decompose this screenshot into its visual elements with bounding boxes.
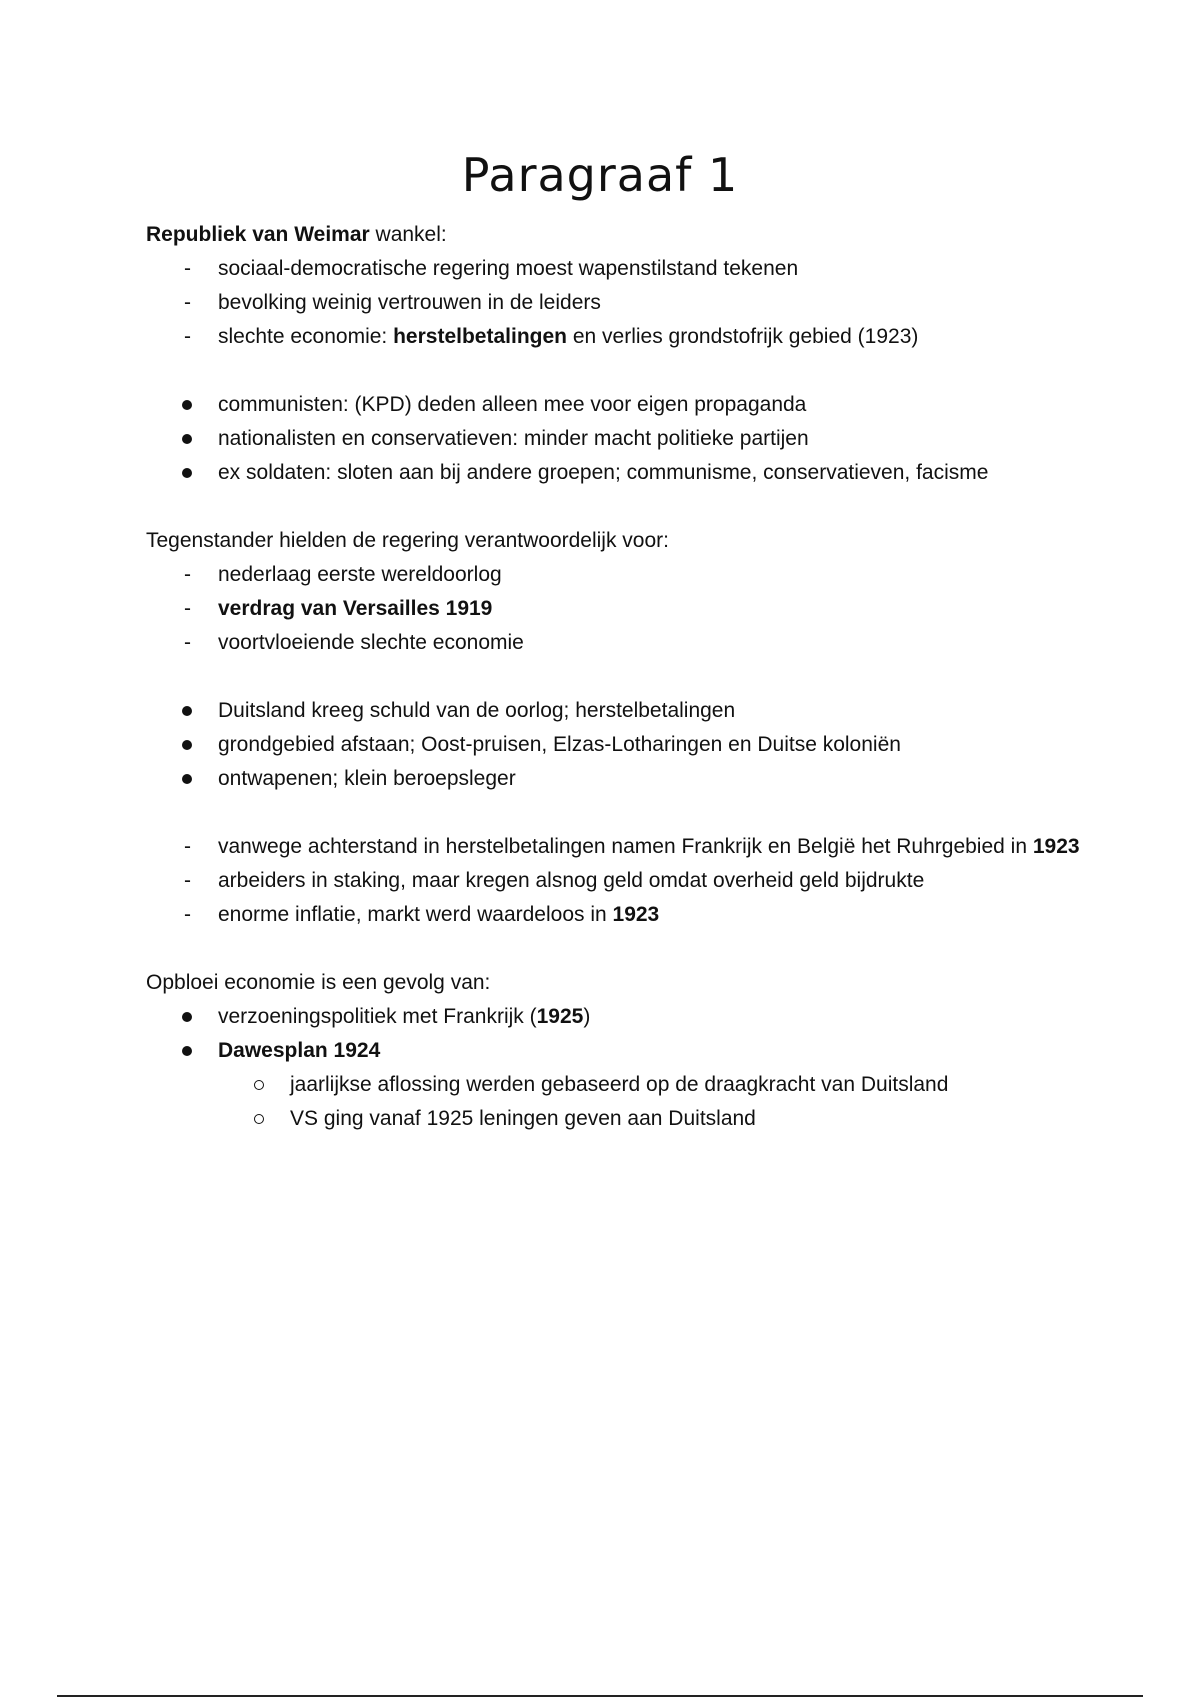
list-item-text: nederlaag eerste wereldoorlog bbox=[218, 563, 502, 586]
list-item bbox=[146, 626, 1086, 660]
list-item bbox=[146, 830, 1086, 864]
list-item bbox=[146, 864, 1086, 898]
spacer bbox=[146, 354, 1086, 388]
list-item-text: en verlies grondstofrijk gebied (1923) bbox=[567, 325, 919, 348]
document-body bbox=[146, 218, 1086, 1136]
list-item bbox=[146, 1034, 1086, 1068]
list-item bbox=[146, 320, 1086, 354]
page-title: Paragraaf 1 bbox=[461, 148, 739, 202]
section-intro-opbloei: Opbloei economie is een gevolg van: bbox=[146, 971, 491, 994]
list-item-text: nationalisten en conservatieven: minder macht politieke partijen bbox=[218, 427, 809, 450]
dash-marker: - bbox=[184, 903, 191, 926]
spacer bbox=[146, 796, 1086, 830]
list-item-text: bevolking weinig vertrouwen in de leiders bbox=[218, 291, 601, 314]
list-item-text: communisten: (KPD) deden alleen mee voor eigen propaganda bbox=[218, 393, 807, 416]
list-item bbox=[146, 592, 1086, 626]
list-item-text: grondgebied afstaan; Oost-pruisen, Elzas-Lotharingen en Duitse koloniën bbox=[218, 733, 901, 756]
dash-marker: - bbox=[184, 325, 191, 348]
list-item bbox=[146, 898, 1086, 932]
list-item-bold-text: 1923 bbox=[612, 903, 660, 926]
list-item bbox=[146, 286, 1086, 320]
list-item bbox=[146, 456, 1086, 490]
sub-list-item bbox=[146, 1068, 1086, 1102]
list-item-text: ontwapenen; klein beroepsleger bbox=[218, 767, 516, 790]
list-item-bold-text: verdrag van Versailles 1919 bbox=[218, 597, 493, 620]
spacer bbox=[146, 660, 1086, 694]
list-item-text: arbeiders in staking, maar kregen alsnog geld omdat overheid geld bijdrukte bbox=[218, 869, 925, 892]
page-bottom-divider bbox=[57, 1695, 1143, 1697]
list-item-text: ex soldaten: sloten aan bij andere groepen; communisme, conservatieven, facisme bbox=[218, 461, 989, 484]
list-item bbox=[146, 422, 1086, 456]
list-item bbox=[146, 252, 1086, 286]
list-item-bold-text: Dawesplan 1924 bbox=[218, 1039, 381, 1062]
list-item bbox=[146, 388, 1086, 422]
dash-marker: - bbox=[184, 869, 191, 892]
section-intro-tegenstander: Tegenstander hielden de regering verantwoordelijk voor: bbox=[146, 529, 669, 552]
list-item-text: jaarlijkse aflossing werden gebaseerd op de draagkracht van Duitsland bbox=[290, 1073, 949, 1096]
list-item-text: verzoeningspolitiek met Frankrijk ( bbox=[218, 1005, 537, 1028]
list-item bbox=[146, 694, 1086, 728]
intro-rest-text: wankel: bbox=[369, 223, 447, 246]
dash-marker: - bbox=[184, 631, 191, 654]
list-item-text: vanwege achterstand in herstelbetalingen namen Frankrijk en België het Ruhrgebied in bbox=[218, 835, 1033, 858]
list-item-text: ) bbox=[583, 1005, 591, 1028]
list-item-text: VS ging vanaf 1925 leningen geven aan Duitsland bbox=[290, 1107, 756, 1130]
list-item bbox=[146, 762, 1086, 796]
list-item bbox=[146, 1000, 1086, 1034]
list-item-bold-text: 1925 bbox=[536, 1005, 584, 1028]
dash-marker: - bbox=[184, 257, 191, 280]
spacer bbox=[146, 490, 1086, 524]
list-item-text: slechte economie: bbox=[218, 325, 394, 348]
list-item-text: enorme inflatie, markt werd waardeloos in bbox=[218, 903, 613, 926]
list-item-text: voortvloeiende slechte economie bbox=[218, 631, 524, 654]
list-item-bold-text: 1923 bbox=[1032, 835, 1080, 858]
dash-marker: - bbox=[184, 563, 191, 586]
dash-marker: - bbox=[184, 835, 191, 858]
list-item bbox=[146, 728, 1086, 762]
list-item-bold-text: herstelbetalingen bbox=[393, 325, 567, 348]
dash-marker: - bbox=[184, 291, 191, 314]
list-item bbox=[146, 558, 1086, 592]
list-item-text: sociaal-democratische regering moest wapenstilstand tekenen bbox=[218, 257, 799, 280]
intro-bold-text: Republiek van Weimar bbox=[146, 223, 370, 246]
dash-marker: - bbox=[184, 597, 191, 620]
sub-list-item bbox=[146, 1102, 1086, 1136]
list-item-text: Duitsland kreeg schuld van de oorlog; herstelbetalingen bbox=[218, 699, 736, 722]
section-intro-weimar bbox=[146, 218, 1086, 252]
spacer bbox=[146, 932, 1086, 966]
